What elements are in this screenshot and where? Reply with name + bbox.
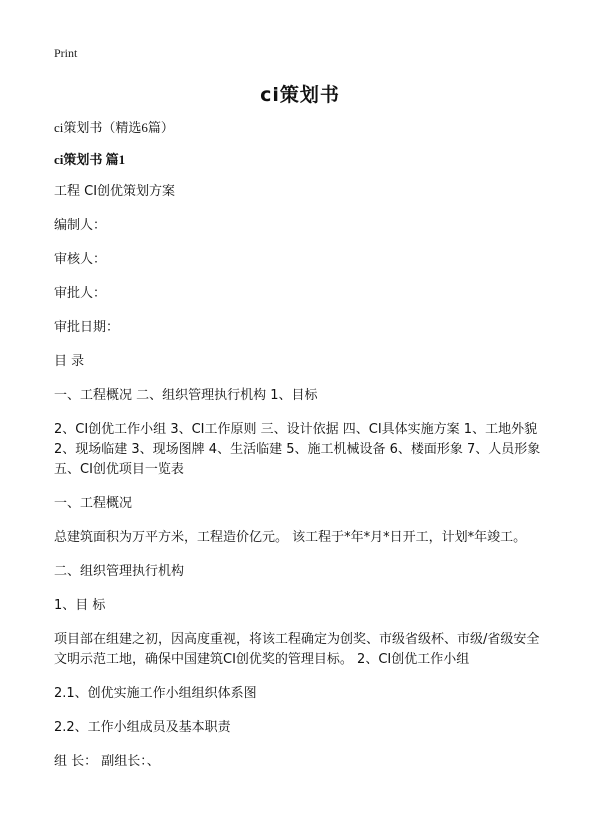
print-link[interactable]: Print: [54, 46, 78, 60]
paragraph-org-chart: 2.1、创优实施工作小组组织体系图: [54, 686, 257, 701]
paragraph-goal-text: 项目部在组建之初，因高度重视，将该工程确定为创奖、市级省级杯、市级/省级安全文明示范工地，确保中国建筑CI创优奖的管理目标。 2、CI创优工作小组: [54, 632, 540, 667]
paragraph-section-organization: 二、组织管理执行机构: [54, 564, 185, 579]
paragraph-toc-heading: 目 录: [54, 354, 85, 369]
document-title: ci策划书: [260, 84, 340, 106]
document-body: [54, 118, 548, 772]
paragraph-leaders: 组 长： 副组长：、: [54, 754, 160, 769]
paragraph-goal-heading: 1、目 标: [54, 598, 106, 613]
paragraph-compiler: 编制人：: [54, 218, 107, 233]
paragraph-project-title: 工程 CI创优策划方案: [54, 184, 176, 199]
paragraph-approval-date: 审批日期：: [54, 320, 120, 335]
paragraph-approver: 审批人：: [54, 286, 107, 301]
paragraph-toc-line-1: 一、工程概况 二、组织管理执行机构 1、目标: [54, 388, 318, 403]
paragraph-members: 2.2、工作小组成员及基本职责: [54, 720, 231, 735]
paragraph-overview-text: 总建筑面积为万平方米，工程造价亿元。 该工程于*年*月*日开工，计划*年竣工。: [54, 530, 527, 545]
paragraph-reviewer: 审核人：: [54, 252, 107, 267]
document-subtitle: ci策划书（精选6篇）: [54, 120, 174, 135]
paragraph-toc-line-2: 2、CI创优工作小组 3、CI工作原则 三、设计依据 四、CI具体实施方案 1、工地外貌 2、现场临建 3、现场图牌 4、生活临建 5、施工机械设备 6、楼面形象 7、人员形象 五、CI创优项目一览表: [54, 422, 541, 477]
paragraph-section-overview: 一、工程概况: [54, 496, 133, 511]
section-heading: ci策划书 篇1: [54, 152, 126, 167]
